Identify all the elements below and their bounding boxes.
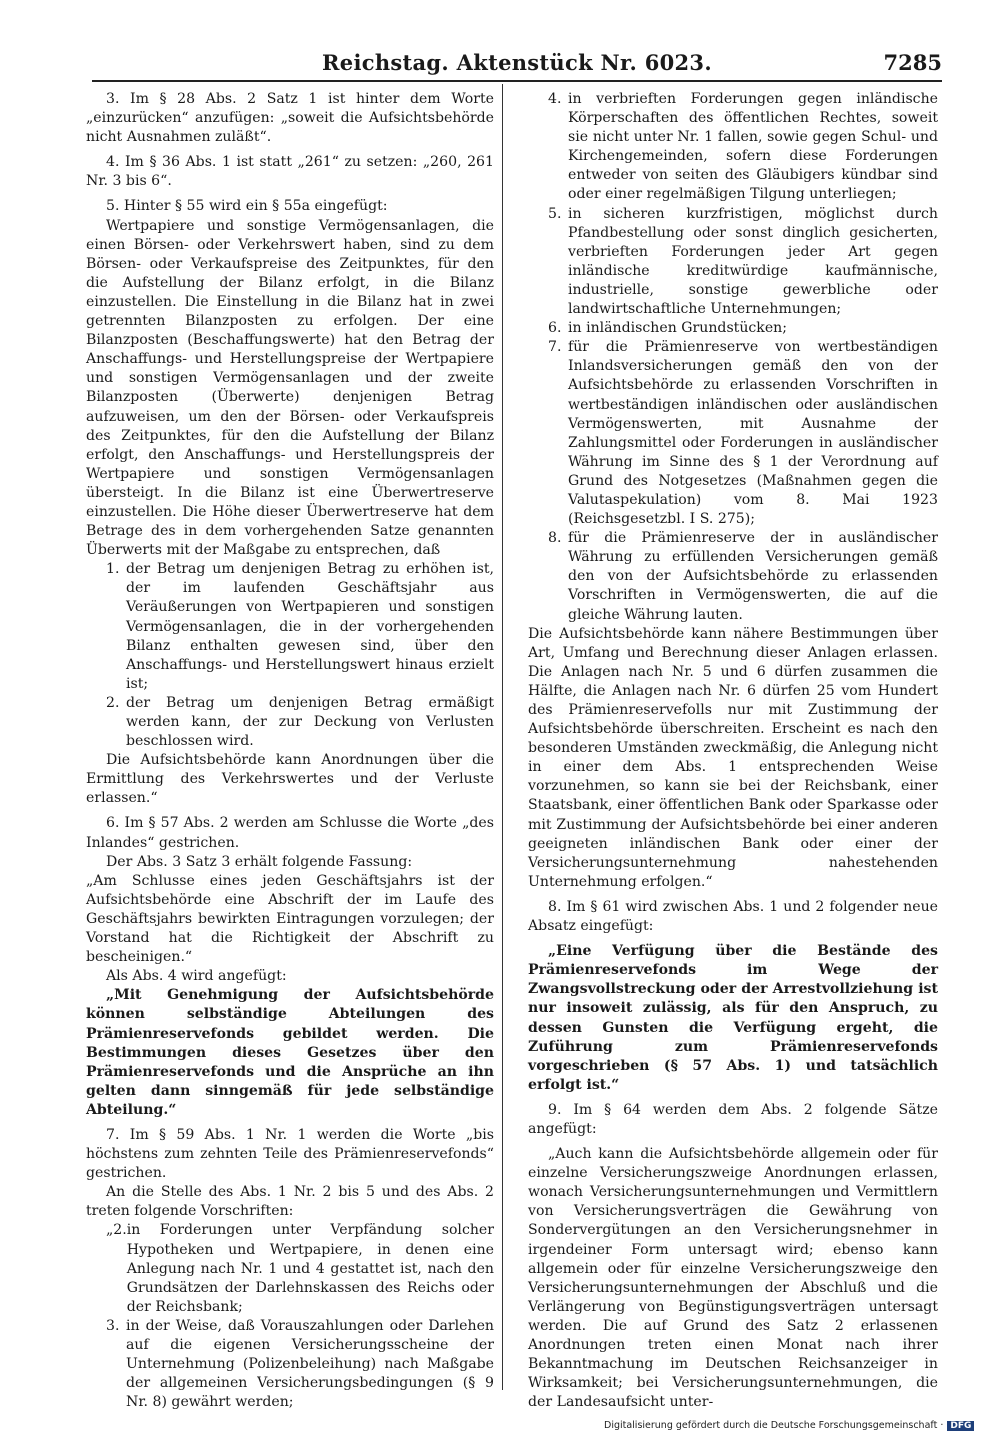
list-text: in sicheren kurzfristigen, möglichst durch Pfandbestellung oder sonst dinglich gesicherten, verbrieften Forderungen jeder Art gegen inländische kreditwürdige kaufmännische, industrielle, sonstige gewerbliche oder landwirtschaftliche Unternehmungen;	[568, 205, 938, 318]
list-number: 4.	[548, 91, 562, 107]
paragraph: 6. Im § 57 Abs. 2 werden am Schlusse die Worte „des Inlandes“ gestrichen.	[86, 815, 494, 851]
numbered-list	[86, 1221, 494, 1412]
left-column	[86, 90, 494, 1412]
paragraph: Wertpapiere und sonstige Vermögensanlagen, die einen Börsen- oder Verkehrswert haben, sind zu dem Börsen- oder Verkaufspreise des Zeitpunktes, für den die Aufstellung der Bilanz erfolgt, in die Bilanz einzustellen. Die Einstellung in die Bilanz hat in zwei getrennten Bilanzposten zu erfolgen. Der eine Bilanzposten (Beschaffungswerte) hat den Betrag der Anschaffungs- und Herstellungspreise der Wertpapiere und sonstigen Vermögensanlagen und der zweite Bilanzposten (Überwerte) denjenigen Betrag aufzuweisen, um den der Börsen- oder Verkaufspreis des Zeitpunktes, für den die Aufstellung der Bilanz erfolgt, den Anschaffungs- und Herstellungspreis der Wertpapiere und sonstigen Vermögensanlagen übersteigt. In die Bilanz ist eine Überwertreserve einzustellen. Die Höhe dieser Überwertreserve hat dem Betrage des in dem vorhergehenden Satze genannten Überwerts mit der Maßgabe zu entsprechen, daß	[86, 217, 494, 559]
list-item	[548, 90, 938, 205]
list-text: in der Weise, daß Vorauszahlungen oder Darlehen auf die eigenen Versicherungsscheine der Unternehmung (Polizenbeleihung) nach Maßgabe der allgemeinen Versicherungsbedingungen (§ 9 Nr. 8) gewährt werden;	[126, 1317, 494, 1411]
list-text: der Betrag um denjenigen Betrag zu erhöhen ist, der im laufenden Geschäftsjahr aus Veräußerungen von Wertpapieren und sonstigen Vermögensanlagen, die in der vorhergehenden Bilanz enthalten gewesen sind, über den Anschaffungs- und Herstellungswert hinaus erzielt ist;	[126, 561, 494, 692]
paragraph: 9. Im § 64 werden dem Abs. 2 folgende Sätze angefügt:	[528, 1101, 938, 1137]
paragraph: An die Stelle des Abs. 1 Nr. 2 bis 5 und des Abs. 2 treten folgende Vorschriften:	[86, 1184, 494, 1220]
column-divider	[502, 84, 503, 1390]
paragraph: 7. Im § 59 Abs. 1 Nr. 1 werden die Worte „bis höchstens zum zehnten Teile des Prämienreservefonds“ gestrichen.	[86, 1126, 494, 1182]
dfg-logo: DFG	[947, 1421, 974, 1431]
list-item	[548, 319, 938, 338]
list-item	[106, 694, 494, 751]
paragraph: 3. Im § 28 Abs. 2 Satz 1 ist hinter dem Worte „einzurücken“ anzufügen: „soweit die Aufsichtsbehörde nicht Ausnahmen zuläßt“.	[86, 91, 494, 146]
numbered-list	[528, 90, 938, 625]
list-text: in inländischen Grundstücken;	[568, 320, 788, 337]
list-text: der Betrag um denjenigen Betrag ermäßigt werden kann, der zur Deckung von Verlusten beschlossen wird.	[126, 694, 494, 750]
paragraph: 4. Im § 36 Abs. 1 ist statt „261“ zu setzen: „260, 261 Nr. 3 bis 6“.	[86, 154, 494, 190]
paragraph: 8. Im § 61 wird zwischen Abs. 1 und 2 folgender neue Absatz eingefügt:	[528, 898, 938, 935]
paragraph: 5. Hinter § 55 wird ein § 55a eingefügt:	[106, 198, 388, 215]
paragraph: „Auch kann die Aufsichtsbehörde allgemein oder für einzelne Versicherungszweige Anordnungen erlassen, wonach Versicherungsunternehmungen und Vermittlern von Versicherungsverträgen die Gewährung von Sondervergütungen an den Versicherungsnehmer in irgendeiner Form untersagt wird; ebenso kann allgemein oder für einzelne Versicherungszweige den Versicherungsunternehmungen der Abschluß und die Verlängerung von Begünstigungsverträgen untersagt werden. Die auf Grund des Satz 2 erlassenen Anordnungen treten einen Monat nach ihrer Bekanntmachung im Deutschen Reichsanzeiger in Wirksamkeit; bei Versicherungsunternehmungen, die der Landesaufsicht unter-	[528, 1146, 938, 1411]
list-number: 1.	[106, 561, 120, 578]
digitization-credit	[604, 1420, 974, 1431]
list-number: 5.	[548, 205, 562, 222]
list-item	[548, 529, 938, 624]
list-number: 2.	[106, 694, 120, 711]
list-number: 6.	[548, 320, 562, 337]
list-item	[548, 338, 938, 529]
page-header	[92, 46, 942, 82]
list-number: 7.	[548, 339, 562, 356]
list-item	[106, 1221, 494, 1316]
page-number: 7285	[883, 50, 942, 75]
running-title: Reichstag. Aktenstück Nr. 6023.	[322, 50, 712, 75]
list-text: für die Prämienreserve von wertbeständigen Inlandsversicherungen gemäß den von der Aufsichtsbehörde zu erlassenden Vorschriften in wertbeständigen inländischen oder ausländischen Vermögenswerten, mit Ausnahme der Zahlungsmittel oder Forderungen in ausländischer Währung im Sinne des § 1 der Verordnung auf Grund des Notgesetzes (Maßnahmen gegen die Valutaspekulation) vom 8. Mai 1923 (Reichsgesetzbl. I S. 275);	[568, 339, 938, 528]
list-item	[548, 205, 938, 320]
paragraph: „Am Schlusse eines jeden Geschäftsjahrs ist der Aufsichtsbehörde eine Abschrift der im Laufe des Geschäftsjahrs bewirkten Eintragungen vorzulegen; der Vorstand hat die Richtigkeit der Abschrift zu bescheinigen.“	[86, 872, 494, 966]
right-column	[528, 90, 938, 1412]
paragraph: Die Aufsichtsbehörde kann nähere Bestimmungen über Art, Umfang und Berechnung dieser Anlagen erlassen. Die Anlagen nach Nr. 5 und 6 dürfen zusammen die Hälfte, die Anlagen nach Nr. 6 dürfen 25 vom Hundert des Prämienreservefolls nur mit Zustimmung der Aufsichtsbehörde überschreiten. Erscheint es nach den besonderen Umständen zweckmäßig, die Anlegung nicht in einer dem Abs. 1 entsprechenden Weise vorzunehmen, so kann sie bei der Reichsbank, einer Staatsbank, einer öffentlichen Bank oder Sparkasse oder mit Zustimmung der Aufsichtsbehörde bei einer anderen geeigneten inländischen Bank oder einer der Versicherungsunternehmung nahestehenden Unternehmung erfolgen.“	[528, 625, 938, 890]
list-text: in verbrieften Forderungen gegen inländische Körperschaften des öffentlichen Rechtes, soweit sie nicht unter Nr. 1 fallen, sowie gegen Schul- und Kirchengemeinden, sofern diese Forderungen entweder von seiten des Gläubigers kündbar sind oder einer regelmäßigen Tilgung unterliegen;	[568, 91, 938, 203]
numbered-list	[86, 560, 494, 751]
paragraph: „Eine Verfügung über die Bestände des Prämienreservefonds im Wege der Zwangsvollstreckung oder der Arrestvollziehung ist nur insoweit zulässig, als für den Anspruch, zu dessen Gunsten die Verfügung ergeht, die Zuführung zum Prämienreservefonds vorgeschrieben (§ 57 Abs. 1) und tatsächlich erfolgt ist.“	[528, 943, 938, 1093]
paragraph: „Mit Genehmigung der Aufsichtsbehörde können selbständige Abteilungen des Prämienreservefonds gebildet werden. Die Bestimmungen dieses Gesetzes über den Prämienreservefonds und die Ansprüche an ihn gelten dann sinngemäß für jede selbständige Abteilung.“	[86, 987, 494, 1118]
list-item	[106, 560, 494, 694]
list-text: für die Prämienreserve der in ausländischer Währung zu erfüllenden Versicherungen gemäß den von der Aufsichtsbehörde zu erlassenden Vorschriften in Vermögenswerten, die auf die gleiche Währung lauten.	[568, 530, 938, 623]
paragraph: Der Abs. 3 Satz 3 erhält folgende Fassung:	[106, 853, 413, 870]
list-number: 3.	[106, 1317, 120, 1334]
list-text: in Forderungen unter Verpfändung solcher Hypotheken und Wertpapiere, in denen eine Anlegung nach Nr. 1 und 4 gestattet ist, nach den Grundsätzen der Darlehnskassen des Reichs oder der Reichsbank;	[126, 1222, 494, 1315]
list-number: 8.	[548, 530, 562, 547]
paragraph: Als Abs. 4 wird angefügt:	[106, 968, 287, 985]
paragraph: Die Aufsichtsbehörde kann Anordnungen über die Ermittlung des Verkehrswertes und der Verluste erlassen.“	[86, 752, 494, 807]
list-item	[106, 1317, 494, 1412]
list-number: „2.	[106, 1222, 127, 1239]
credit-text: Digitalisierung gefördert durch die Deutsche Forschungsgemeinschaft ·	[604, 1420, 944, 1431]
